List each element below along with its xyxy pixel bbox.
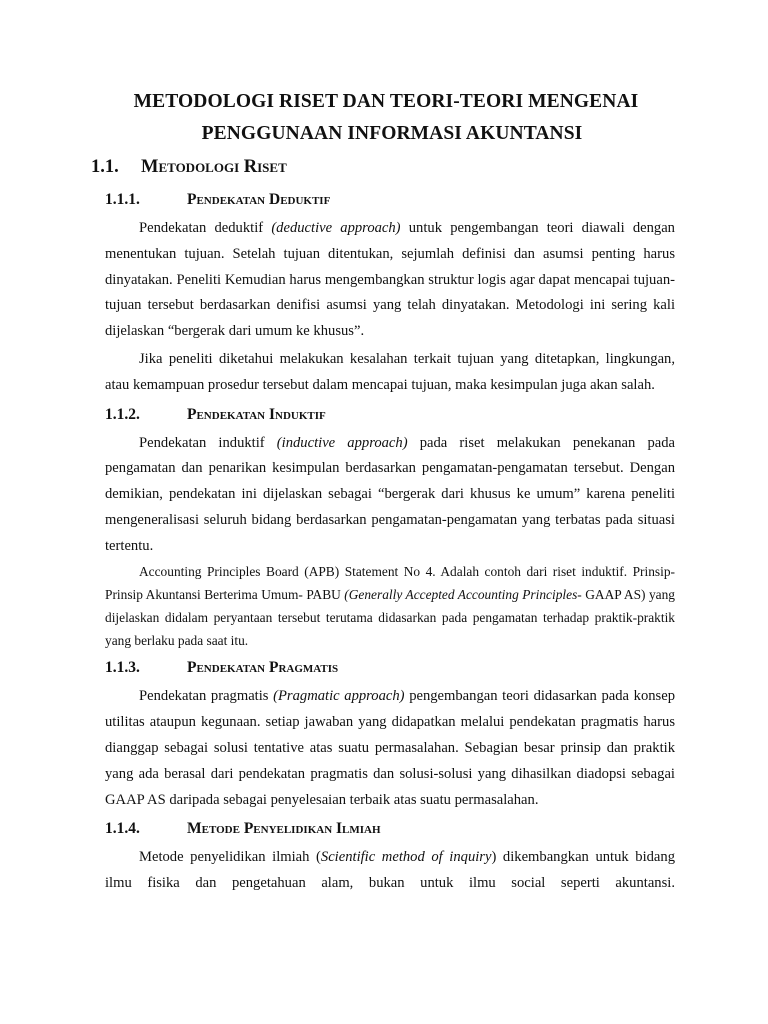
document-page <box>91 86 676 897</box>
section-title: Metodologi Riset <box>141 157 287 177</box>
title-line-1: METODOLOGI RISET DAN TEORI-TEORI MENGENAI <box>133 91 639 112</box>
subsection-title: Pendekatan Pragmatis <box>187 659 339 677</box>
section-heading <box>91 150 675 184</box>
paragraph-text: Metode penyelidikan ilmiah ( <box>139 849 321 866</box>
paragraph-text: Accounting Principles Board (APB) Statement No 4. Adalah contoh dari riset induktif. Prinsip-Prinsip Akuntansi Berterima Umum- PABU <box>105 563 675 602</box>
paragraph-text: ) dikembangkan untuk bidang ilmu fisika dan pengetahuan alam, bukan untuk ilmu social seperti akuntansi. <box>105 849 675 892</box>
paragraph-italic: (Generally Accepted Accounting Principles- <box>344 586 582 602</box>
subsection-number: 1.1.2. <box>105 405 140 423</box>
paragraph-pragmatis-1 <box>105 684 675 813</box>
subsection-number: 1.1.4. <box>105 820 140 838</box>
paragraph-induktif-2 <box>105 560 675 653</box>
subsection-number: 1.1.3. <box>105 659 140 677</box>
subsection-title: Metode Penyelidikan Ilmiah <box>187 820 381 838</box>
paragraph-italic: Scientific method of inquiry <box>320 849 492 866</box>
paragraph-induktif-1 <box>105 431 675 560</box>
paragraph-text: Pendekatan deduktif <box>139 220 272 236</box>
paragraph-text: untuk pengembangan teori diawali dengan menentukan tujuan. Setelah tujuan ditentukan, sejumlah definisi dan asumsi penting harus dinyatakan. Peneliti Kemudian harus mengembangkan struktur logis agar dapat mencapai tujuan-tujuan tersebut berdasarkan denifisi asumsi yang telah dinyatakan. Metodologi ini sering kali dijelaskan “bergerak dari umum ke khusus”. <box>105 220 675 340</box>
subsection-heading-induktif <box>105 399 675 431</box>
subsection-title: Pendekatan Induktif <box>187 405 326 423</box>
paragraph-text: Jika peneliti diketahui melakukan kesalahan terkait tujuan yang ditetapkan, lingkungan, atau kemampuan prosedur tersebut dalam mencapai tujuan, maka kesimpulan juga akan salah. <box>105 350 675 393</box>
paragraph-deduktif-1 <box>105 216 675 345</box>
paragraph-italic: (deductive approach) <box>271 220 401 236</box>
section-number: 1.1. <box>91 157 119 177</box>
paragraph-italic: (inductive approach) <box>276 434 408 451</box>
subsection-heading-pragmatis <box>105 652 675 684</box>
paragraph-text: Pendekatan induktif <box>139 434 277 451</box>
subsection-number: 1.1.1. <box>105 191 140 208</box>
document-title <box>105 86 675 150</box>
paragraph-text: pada riset melakukan penekanan pada pengamatan dan penarikan kesimpulan berdasarkan pengamatan-pengamatan tersebut. Dengan demikian, pendekatan ini dijelaskan sebagai “bergerak dari khusus ke umum” karena peneliti mengeneralisasi seluruh bidang berdasarkan pengamatan-pengamatan yang terbatas pada situasi tertentu. <box>105 434 675 554</box>
title-line-2: PENGGUNAAN INFORMASI AKUNTANSI <box>201 123 583 144</box>
paragraph-text: Pendekatan pragmatis <box>139 688 274 705</box>
paragraph-italic: (Pragmatic approach) <box>273 688 405 705</box>
subsection-heading-deduktif <box>105 184 675 216</box>
subsection-heading-ilmiah <box>105 813 675 845</box>
paragraph-deduktif-2 <box>105 347 675 399</box>
paragraph-text: pengembangan teori didasarkan pada konsep utilitas ataupun kegunaan. setiap jawaban yang didapatkan melalui pendekatan pragmatis harus dianggap sebagai solusi tentative atas suatu permasalahan. Sebagian besar prinsip dan praktik yang ada berasal dari pendekatan pragmatis dan solusi-solusi yang dihasilkan diadopsi sebagai GAAP AS daripada sebagai penyelesaian terbaik atas suatu permasalahan. <box>105 688 676 808</box>
paragraph-text: GAAP AS) yang dijelaskan didalam peryantaan tersebut terutama didasarkan pada pengamatan terhadap praktik-praktik yang berlaku pada saat itu. <box>105 586 675 649</box>
paragraph-ilmiah-1 <box>105 845 675 897</box>
subsection-title: Pendekatan Deduktif <box>187 191 331 208</box>
